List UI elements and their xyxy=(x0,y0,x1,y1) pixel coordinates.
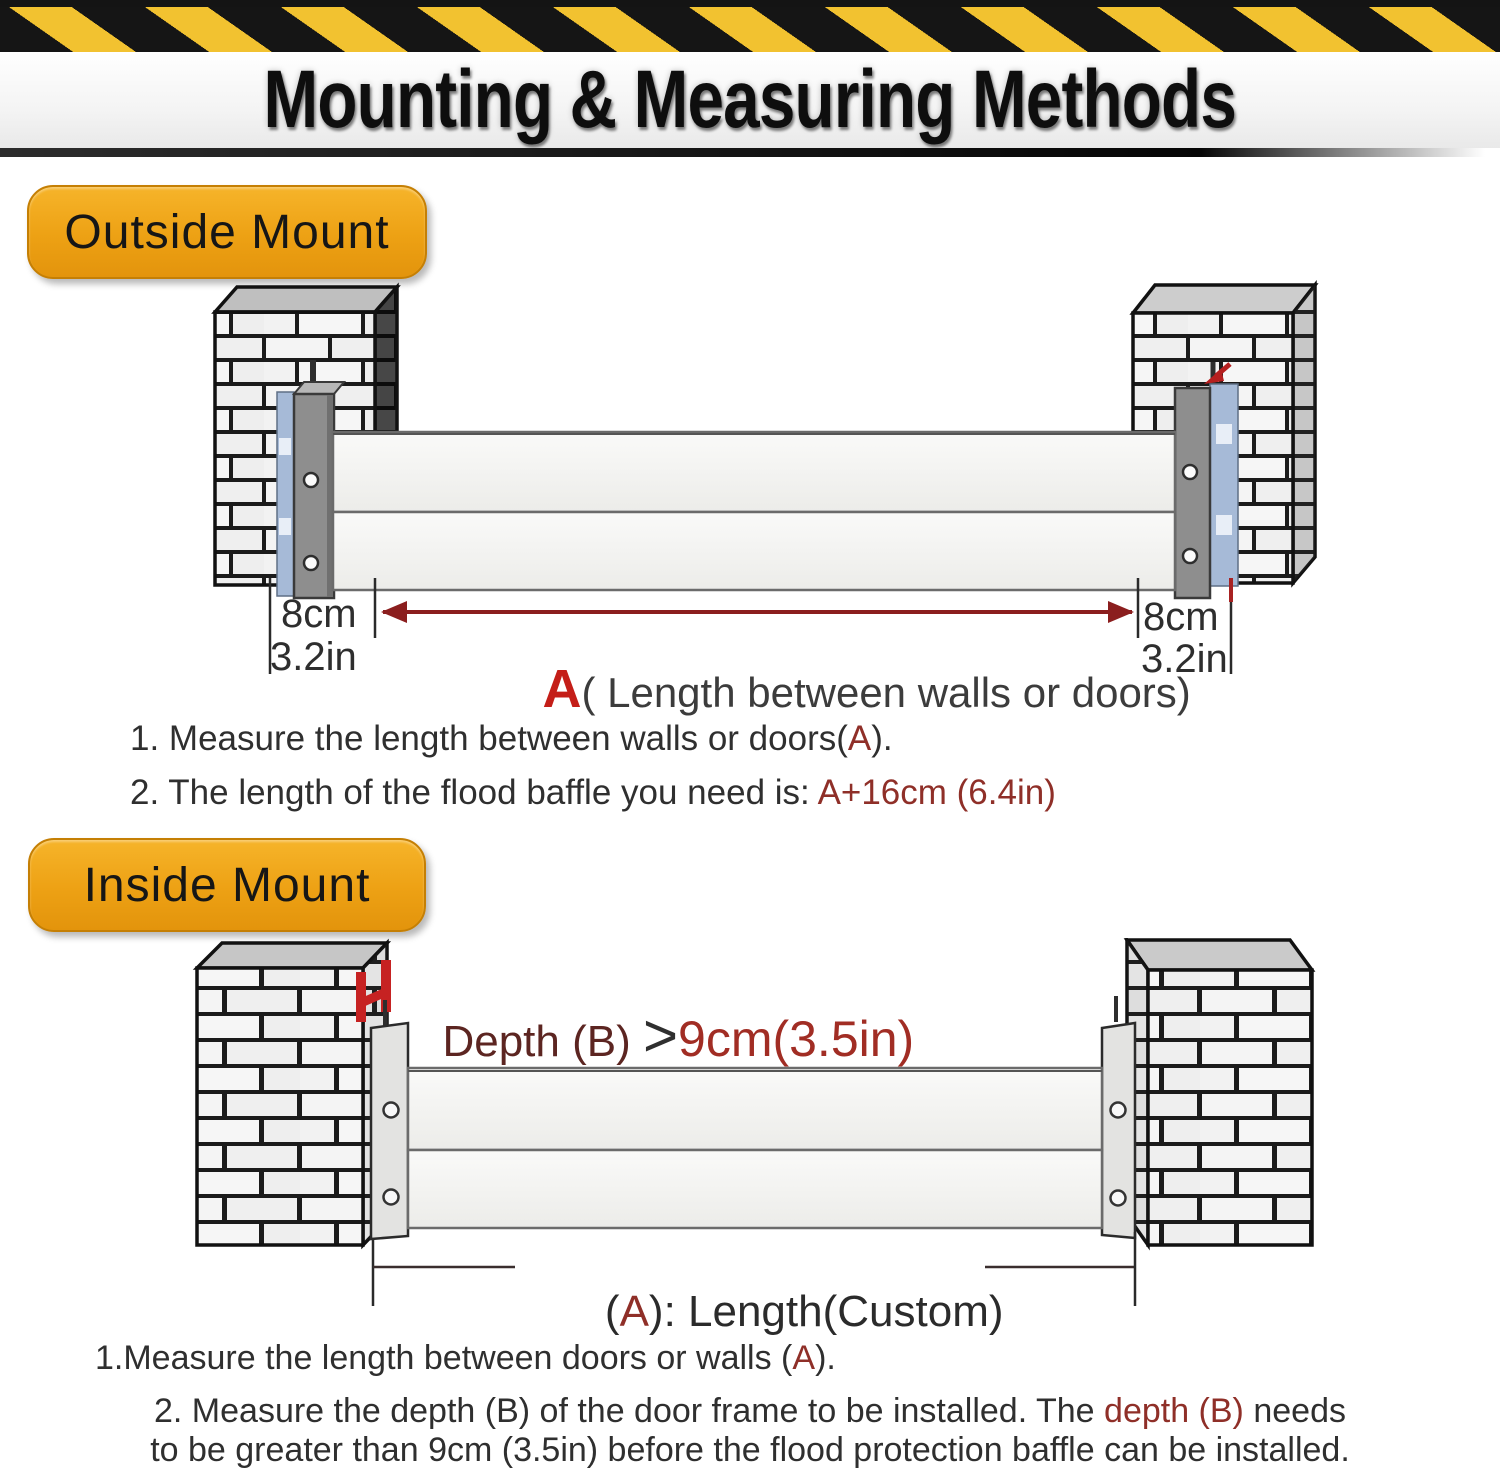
outside-mount-badge xyxy=(27,185,427,279)
depth-label-value: 9cm(3.5in) xyxy=(678,1011,915,1067)
outside-step-2-text: 2. The length of the flood baffle you need is: xyxy=(130,773,818,812)
hazard-tape-top-edge xyxy=(0,0,1500,7)
span-length-a: A xyxy=(542,659,582,719)
greater-than-sign: > xyxy=(642,1002,679,1069)
offset-left-cm-label: 8cm xyxy=(281,592,357,636)
offset-right-in-label: 3.2in xyxy=(1141,637,1228,681)
depth-label-text: Depth (B) xyxy=(442,1017,643,1066)
inside-step-2-line-1 xyxy=(50,1392,1450,1431)
inside-step-2-line-2 xyxy=(50,1431,1450,1470)
custom-length-text: ): Length(Custom) xyxy=(648,1287,1004,1336)
depth-label xyxy=(398,966,914,1106)
right-door-pillar xyxy=(1127,940,1312,1245)
inside-step-1-highlight: A xyxy=(792,1339,816,1377)
inside-mount-badge xyxy=(28,838,426,932)
mounting-channel-right xyxy=(1175,362,1238,598)
inside-step-1-end: ). xyxy=(815,1339,836,1377)
inside-step-2-highlight: depth (B) xyxy=(1104,1392,1244,1430)
outside-mount-badge-label: Outside Mount xyxy=(64,205,390,259)
page-title: Mounting & Measuring Methods xyxy=(263,54,1237,145)
inside-step-2 xyxy=(50,1392,1450,1470)
header-divider xyxy=(0,148,1500,157)
inside-step-1-text: 1.Measure the length between doors or walls ( xyxy=(95,1339,793,1377)
hazard-tape-stripe xyxy=(0,0,1500,52)
inside-step-2-mid: needs xyxy=(1243,1392,1346,1430)
outside-instructions xyxy=(130,712,1056,820)
mounting-channel-right xyxy=(1102,996,1135,1238)
outside-step-1-highlight: A xyxy=(847,719,872,758)
dimension-arrow xyxy=(381,601,1134,623)
outside-step-1-text: 1. Measure the length between walls or doors( xyxy=(130,719,848,758)
outside-step-2 xyxy=(130,766,1056,820)
custom-length-open: ( xyxy=(604,1287,620,1336)
span-length-text: ( Length between walls or doors) xyxy=(581,669,1191,716)
custom-length-a: A xyxy=(619,1287,649,1336)
inside-mount-badge-label: Inside Mount xyxy=(83,858,371,912)
inside-step-1 xyxy=(95,1338,836,1379)
title-band xyxy=(0,52,1500,148)
inside-step-2-line-2-text: to be greater than 9cm (3.5in) before the flood protection baffle can be installed. xyxy=(150,1431,1350,1469)
outside-step-1-end: ). xyxy=(871,719,893,758)
offset-left-in-label: 3.2in xyxy=(270,635,357,679)
outside-step-2-highlight: A+16cm (6.4in) xyxy=(817,773,1056,812)
inside-step-2-text: 2. Measure the depth (B) of the door frame to be installed. The xyxy=(154,1392,1105,1430)
outside-step-1 xyxy=(130,712,1056,766)
flood-barrier-panels xyxy=(333,432,1175,590)
offset-right-cm-label: 8cm xyxy=(1143,595,1219,639)
